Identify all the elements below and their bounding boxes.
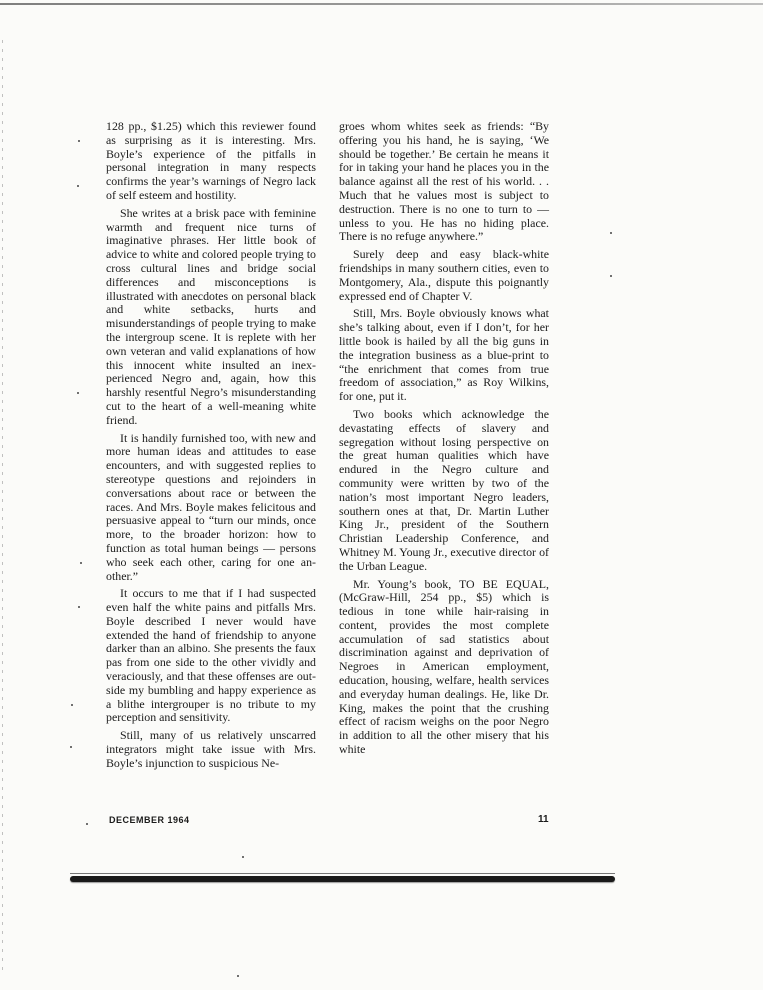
bottom-rule (70, 876, 615, 882)
scan-speck (610, 275, 612, 277)
scan-speck (78, 606, 80, 608)
scan-speck (77, 392, 79, 394)
paragraph: 128 pp., $1.25) which this reviewer found as surprising as it is interesting. Mrs. Boyle’s experience of the pitfalls in personal integration in many respects confirms the year’s warnings of Negro lack of self esteem and hostility. (106, 119, 316, 202)
page-number: 11 (538, 814, 549, 825)
scan-speck (610, 232, 612, 234)
paragraph: It is handily furnished too, with new and more human ideas and attitudes to ease encounters, and with suggested replies to stereotype questions and rejoinders in conversations about race or between the races. And Mrs. Boyle makes felicitous and persuasive appeal to “turn our minds, once more, to the broader horizon: how to function as total human beings — persons who seek each other, caring for one another.” (106, 430, 316, 583)
paragraph: It occurs to me that if I had suspected even half the white pains and pitfalls Mrs. Boyle described I never would have extended the hand of friendship to anyone darker than an albino. She presents the faux pas from one side to the other vividly and veraciously, and that these offenses are outside my bumbling and happy experience as a blithe intergrouper is no tribute to my perception and sensitivity. (106, 586, 316, 725)
scan-speck (242, 856, 244, 858)
scan-speck (77, 185, 79, 187)
scan-speck (70, 746, 72, 748)
paragraph: Still, Mrs. Boyle obviously knows what she’s talking about, even if I don’t, for her little book is hailed by all the big guns in the integration business as a blue-print to “the enrichment that comes from true freedom of association,” as Roy Wilkins, for one, put it. (339, 306, 549, 404)
paragraph: Surely deep and easy black-white friendships in many southern cities, even to Montgomery, Ala., dispute this poignantly expressed end of Chapter V. (339, 247, 549, 303)
scan-speck (71, 704, 73, 706)
right-column (339, 120, 549, 761)
paragraph: Two books which acknowledge the devastating effects of slavery and segregation without losing perspective on the great human qualities which have endured in the Negro culture and community were written by two of the nation’s most important Negro leaders, southern ones at that, Dr. Martin Luther King Jr., president of the Southern Christian Leadership Conference, and Whitney M. Young Jr., executive director of the Urban League. (339, 406, 549, 573)
paragraph: Still, many of us relatively unscarred integrators might take issue with Mrs. Boyle’s injunction to suspicious Ne- (106, 728, 316, 770)
paragraph: She writes at a brisk pace with feminine warmth and frequent nice turns of imaginative phrases. Her little book of advice to white and colored people trying to cross cultural lines and bridge social differences and misconceptions is illustrated with anecdotes on personal black and white setbacks, hurts and misunderstandings of people trying to make the intergroup scene. It is replete with her own veteran and valid explanations of how this innocent white insulted an inexperienced Negro and, again, how this harshly resentful Negro’s misunderstanding cut to the heart of a well-meaning white friend. (106, 205, 316, 427)
scan-speck (80, 562, 82, 564)
top-scan-rule (0, 3, 763, 5)
bottom-thin-rule (70, 873, 615, 874)
scan-speck (78, 140, 80, 142)
left-column (106, 120, 316, 775)
scan-speck (86, 823, 88, 825)
left-scan-edge (2, 40, 3, 970)
footer-date: DECEMBER 1964 (109, 815, 190, 825)
paragraph: Mr. Young’s book, TO BE EQUAL, (McGraw-Hill, 254 pp., $5) which is tedious in tone while hair-raising in content, provides the most complete accumulation of sad statistics about discrimination against and deprivation of Negroes in American employment, education, housing, welfare, health services and everyday human dealings. He, like Dr. King, makes the point that the crushing effect of racism weighs on the poor Negro in addition to all the other misery that his white (339, 576, 549, 757)
scan-speck (237, 975, 239, 977)
paragraph: groes whom whites seek as friends: “By offering you his hand, he is saying, ‘We should be together.’ Be certain he means it for in taking your hand he places you in the balance against all the rest of his world. . . Much that he values most is subject to destruction. There is no one to turn to —unless to you. He has no hiding place. There is no refuge anywhere.” (339, 119, 549, 244)
